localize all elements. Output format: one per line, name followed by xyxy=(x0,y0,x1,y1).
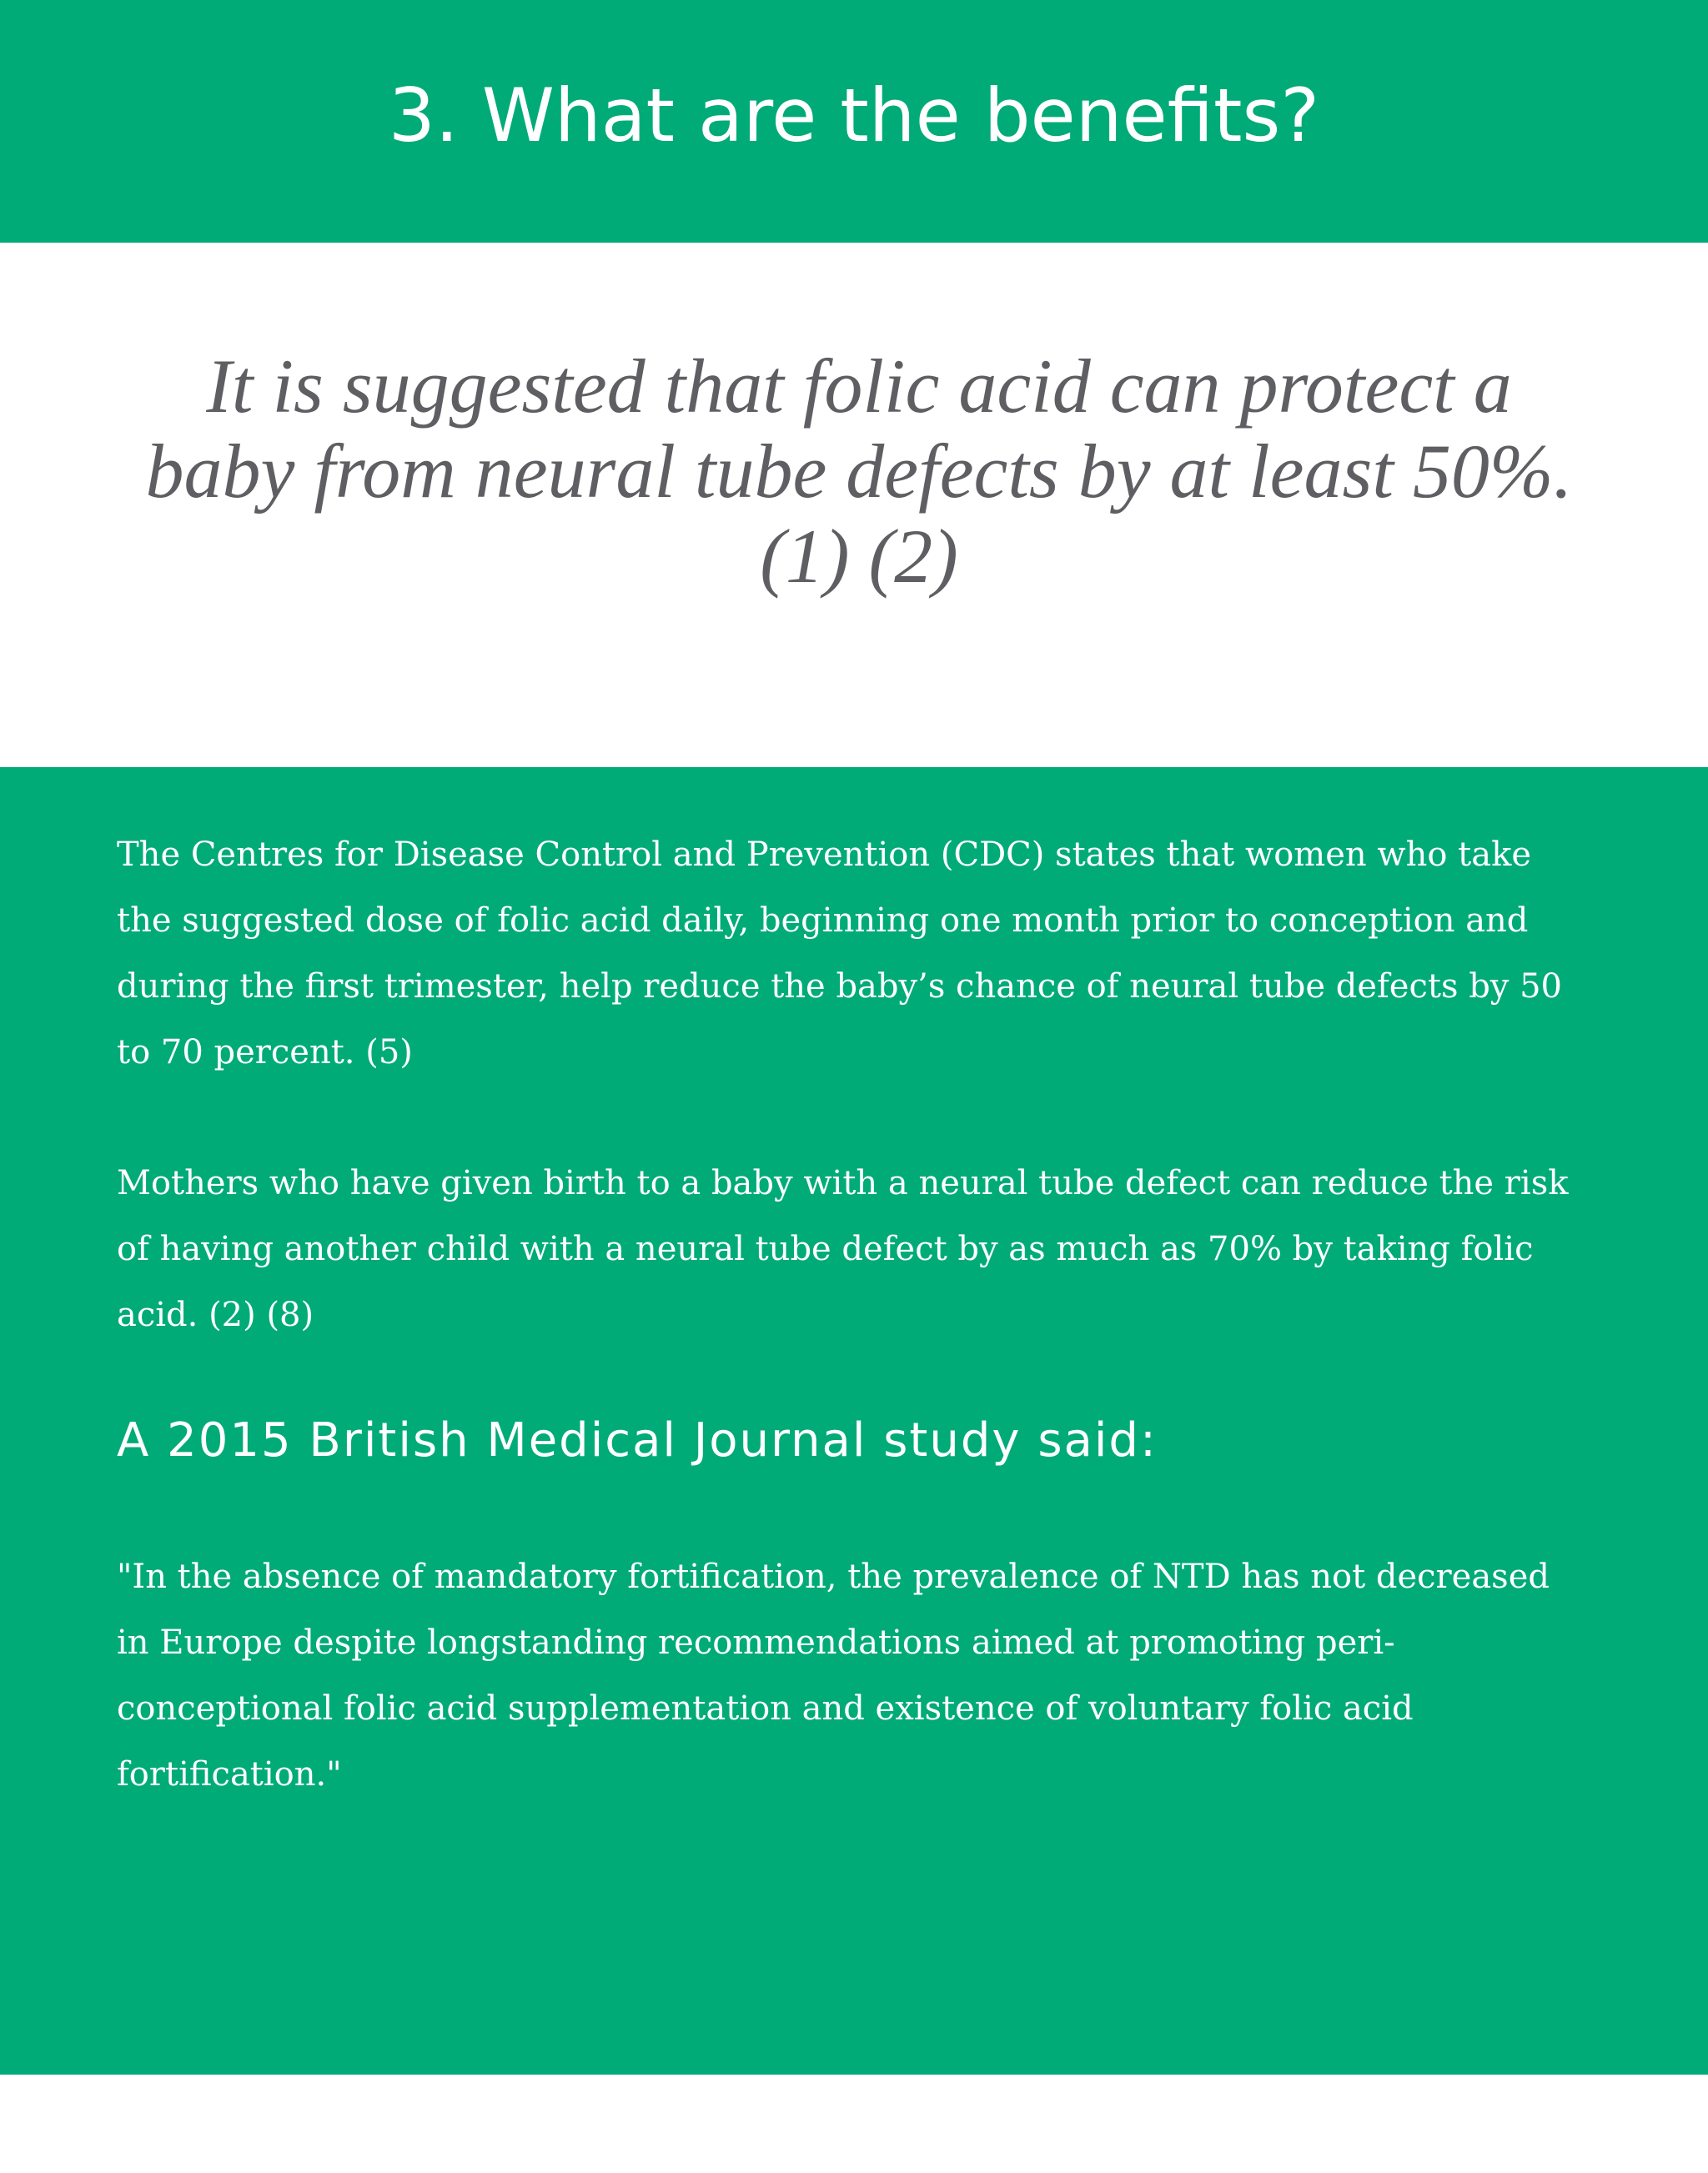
study-quote: "In the absence of mandatory fortification, the prevalence of NTD has not decreased in Europe despite longstanding recommendations aimed at promoting peri-conceptional folic acid supplementation and existence of voluntary folic acid fortification." xyxy=(117,1558,1550,1794)
mothers-paragraph: Mothers who have given birth to a baby with a neural tube defect can reduce the risk of having another child with a neural tube defect by as much as 70% by taking folic acid. (2) (8) xyxy=(117,1164,1569,1334)
study-heading: A 2015 British Medical Journal study said: xyxy=(117,1413,1158,1468)
cdc-paragraph: The Centres for Disease Control and Prevention (CDC) states that women who take the suggested dose of folic acid daily, beginning one month prior to conception and during the first trimester, help reduce the baby’s chance of neural tube defects by 50 to 70 percent. (5) xyxy=(117,836,1563,1071)
page-title: 3. What are the benefits? xyxy=(388,73,1320,158)
highlight-statement: It is suggested that folic acid can protect a baby from neural tube defects by at least 50%. (1) (2) xyxy=(145,344,1573,599)
